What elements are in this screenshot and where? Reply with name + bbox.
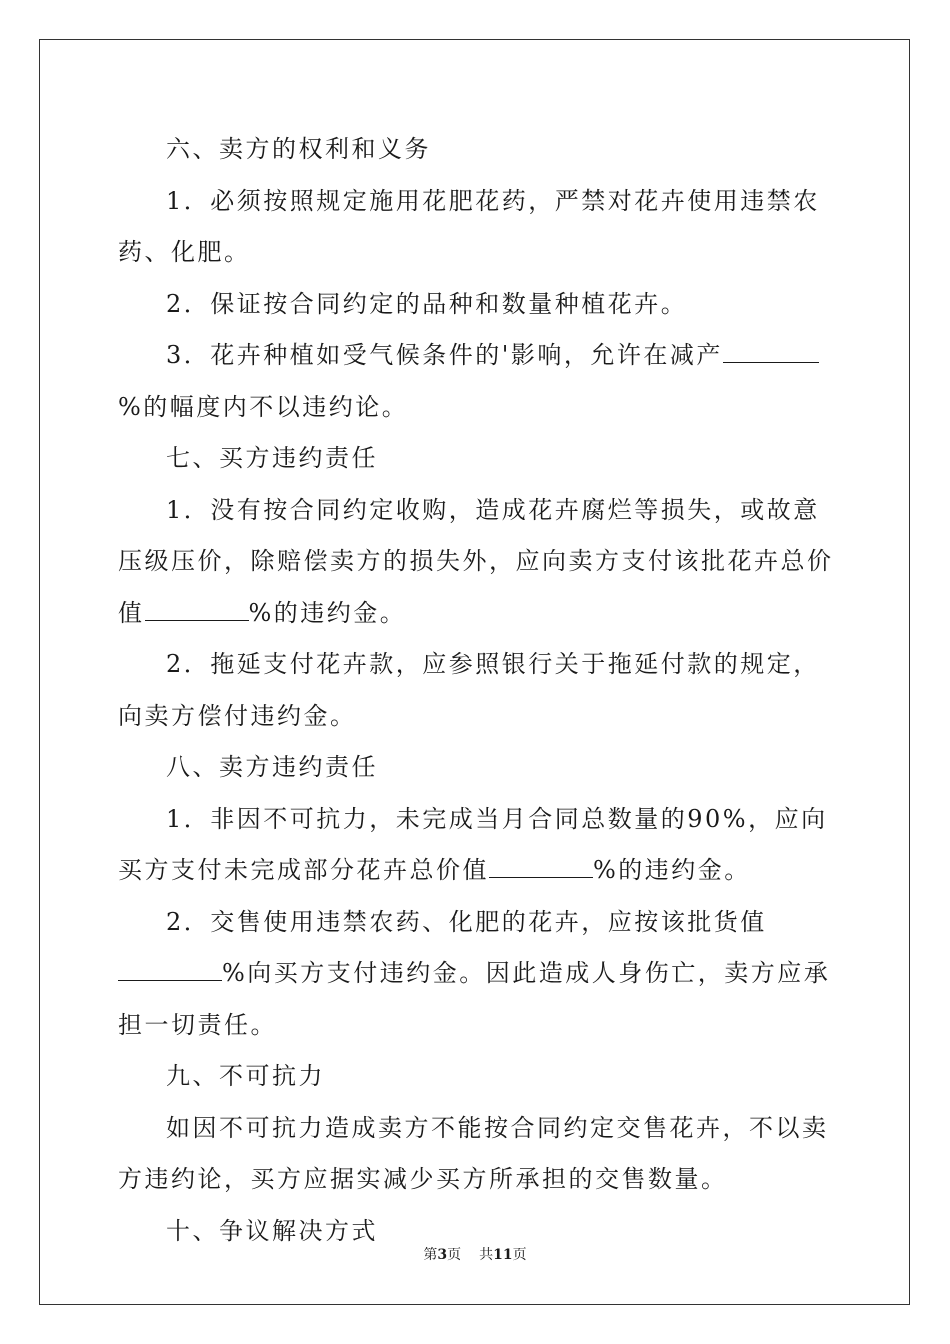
section-8-heading: 八、卖方违约责任 <box>166 753 378 781</box>
page-suffix: 页 <box>447 1247 462 1263</box>
item-text: 1．没有按合同约定收购，造成花卉腐烂等损失，或故意压级压价，除赔偿卖方的损失外，应向卖方支付该批花卉总价值 <box>118 495 834 627</box>
section-9-heading: 九、不可抗力 <box>166 1062 325 1090</box>
item-text: %向买方支付违约金。因此造成人身伤亡，卖方应承担一切责任。 <box>118 959 831 1039</box>
section-6-item-2: 2．保证按合同约定的品种和数量种植花卉。 <box>166 289 688 318</box>
item-text: 3．花卉种植如受气候条件的'影响，允许在减产 <box>166 341 723 369</box>
percent-blank <box>145 598 249 621</box>
section-8-item-1 <box>118 794 838 897</box>
item-text: %的违约金。 <box>593 856 751 884</box>
section-6-item-3 <box>118 330 838 433</box>
document-body <box>118 124 838 1257</box>
item-text: 1．非因不可抗力，未完成当月合同总数量的90%，应向买方支付未完成部分花卉总价值 <box>118 804 828 884</box>
page-prefix: 第 <box>423 1247 438 1263</box>
page-footer <box>0 1244 950 1264</box>
total-suffix: 页 <box>512 1247 527 1263</box>
section-7-item-2: 2．拖延支付花卉款，应参照银行关于拖延付款的规定，向卖方偿付违约金。 <box>118 650 820 730</box>
section-6-item-1: 1．必须按照规定施用花肥花药，严禁对花卉使用违禁农药、化肥。 <box>118 186 820 266</box>
section-10-heading: 十、争议解决方式 <box>166 1216 378 1245</box>
section-7-heading: 七、买方违约责任 <box>166 444 378 472</box>
percent-blank <box>723 340 819 363</box>
section-6-heading: 六、卖方的权利和义务 <box>166 135 431 163</box>
percent-blank <box>489 855 593 878</box>
percent-blank <box>118 958 222 981</box>
current-page-number: 3 <box>437 1247 448 1263</box>
item-text: %的幅度内不以违约论。 <box>118 392 409 421</box>
section-7-item-1 <box>118 485 838 640</box>
section-9-text: 如因不可抗力造成卖方不能按合同约定交售花卉，不以卖方违约论，买方应据实减少买方所承担的交售数量。 <box>118 1113 829 1193</box>
item-text: 2．交售使用违禁农药、化肥的花卉，应按该批货值 <box>166 907 767 936</box>
total-prefix: 共 <box>479 1247 494 1263</box>
item-text: %的违约金。 <box>248 598 407 627</box>
section-8-item-2 <box>118 897 838 1052</box>
total-pages-number: 11 <box>493 1247 513 1263</box>
